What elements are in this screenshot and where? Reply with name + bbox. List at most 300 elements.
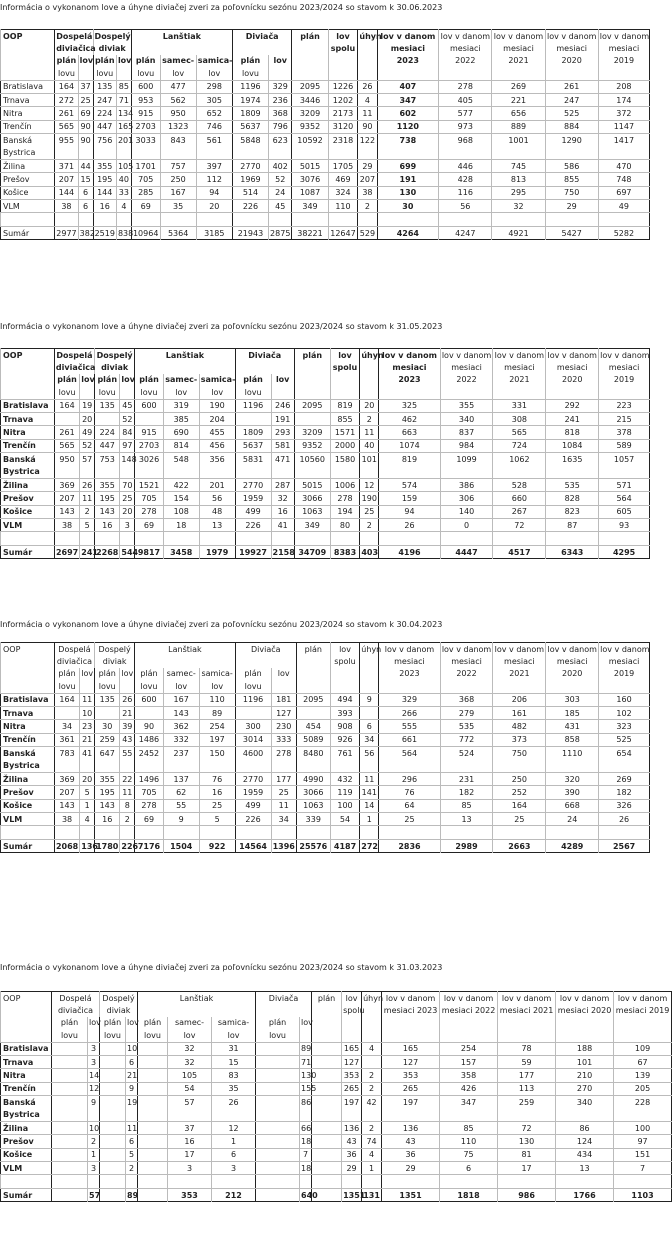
row-cell	[312, 1135, 342, 1148]
row-cell: 154	[163, 492, 199, 505]
row-cell	[358, 147, 377, 160]
row-cell	[52, 1148, 88, 1161]
header-blank	[256, 1004, 312, 1016]
row-cell: 207	[54, 492, 79, 505]
row-cell: 16	[168, 1135, 212, 1148]
sum-cell: 640	[300, 1188, 312, 1201]
row-cell: 393	[330, 706, 360, 719]
row-cell: 38	[54, 519, 79, 532]
row-cell: 11	[80, 492, 95, 505]
row-cell: 471	[271, 453, 294, 466]
header-group-boar: diviak	[93, 42, 131, 54]
header-blank	[599, 386, 650, 399]
header-blank	[360, 361, 379, 373]
row-cell: 21	[120, 706, 135, 719]
row-cell: 224	[95, 426, 120, 439]
header-group-sow: Dospelá	[54, 643, 94, 656]
header-blank	[360, 386, 379, 399]
row-cell: 915	[131, 107, 160, 120]
row-cell: 577	[439, 107, 492, 120]
header-sub: lov	[212, 1029, 256, 1042]
row-cell	[100, 1096, 126, 1109]
header-row	[1, 386, 650, 399]
header-prev-month: 2020	[546, 668, 599, 680]
header-group-piglet: Diviača	[232, 30, 292, 43]
row-cell	[95, 826, 120, 839]
spacer-row	[1, 1175, 672, 1188]
table-row	[1, 747, 650, 760]
row-cell	[256, 1096, 300, 1109]
header-blank	[330, 668, 360, 680]
row-cell: 72	[498, 1121, 556, 1134]
row-cell: 15	[212, 1055, 256, 1068]
row-cell: 247	[93, 93, 116, 106]
row-cell: 296	[379, 772, 440, 785]
header-sub: plán	[135, 668, 164, 680]
row-cell: 43	[120, 733, 135, 746]
header-prev-month: mesiaci	[599, 655, 650, 667]
row-cell: 1809	[232, 107, 268, 120]
row-cell	[342, 1175, 362, 1188]
sum-cell: 1504	[163, 839, 199, 852]
header-prev-month: lov v danom	[599, 643, 650, 656]
row-oop: Banská	[3, 748, 36, 758]
row-cell: 76	[379, 786, 440, 799]
row-cell: 226	[235, 813, 271, 826]
row-cell: 23	[80, 720, 95, 733]
header-sub: lovu	[138, 1029, 168, 1042]
row-cell	[312, 1175, 342, 1188]
row-cell	[614, 1109, 672, 1122]
row-cell: 195	[93, 173, 116, 186]
sum-cell	[256, 1188, 300, 1201]
header-prev-month: 2019	[598, 55, 649, 67]
table-row	[1, 466, 650, 479]
row-cell: 97	[120, 439, 135, 452]
row-cell: 1809	[235, 426, 271, 439]
header-sub: lovu	[54, 386, 79, 399]
header-blank	[360, 655, 379, 667]
row-oop: Bystrica	[1, 760, 55, 773]
row-cell: 320	[546, 772, 599, 785]
row-cell	[256, 1082, 300, 1095]
row-cell: 33	[116, 186, 131, 199]
row-cell: 38	[358, 186, 377, 199]
header-prev-month: mesiaci	[546, 655, 599, 667]
row-cell	[492, 147, 545, 160]
header-sub: lov	[163, 386, 199, 399]
table-caption: Informácia o vykonanom love a úhyne diviačej zveri za poľovnícku sezónu 2023/2024 so stavom k 30.06.2023	[0, 3, 443, 12]
row-cell	[100, 1109, 126, 1122]
row-cell: 4	[362, 1042, 382, 1055]
row-cell: 191	[271, 412, 294, 425]
report-table	[0, 642, 650, 853]
row-cell	[362, 1109, 382, 1122]
row-cell: 855	[545, 173, 598, 186]
row-cell	[138, 1082, 168, 1095]
row-oop: Bratislava	[1, 1042, 52, 1055]
row-cell: 32	[168, 1042, 212, 1055]
row-cell: 589	[599, 439, 650, 452]
row-cell: 1196	[235, 693, 271, 706]
row-cell	[138, 1109, 168, 1122]
row-cell: 690	[163, 426, 199, 439]
row-cell	[312, 1109, 342, 1122]
row-cell	[138, 1135, 168, 1148]
table-row	[1, 786, 650, 799]
sum-label: Sumár	[3, 547, 33, 557]
row-cell: 586	[545, 159, 598, 172]
row-cell: 600	[135, 399, 164, 412]
header-sub: plán	[235, 668, 271, 680]
row-cell: 858	[546, 733, 599, 746]
row-cell	[126, 1175, 138, 1188]
row-cell	[232, 213, 268, 226]
row-cell: 3120	[328, 120, 358, 133]
sum-cell: 5282	[598, 226, 649, 239]
row-cell	[599, 532, 650, 545]
table-row	[1, 706, 650, 719]
header-deaths: úhyn	[362, 992, 382, 1005]
header-blank	[382, 1017, 440, 1029]
row-cell	[235, 412, 271, 425]
sum-cell: 1979	[199, 545, 235, 558]
header-blank	[292, 42, 328, 54]
row-cell	[199, 760, 235, 773]
row-cell: 143	[54, 799, 79, 812]
header-blank	[358, 55, 377, 67]
row-cell: 6	[78, 186, 93, 199]
row-cell	[598, 147, 649, 160]
row-cell	[312, 1082, 342, 1095]
sum-cell: 212	[212, 1188, 256, 1201]
sum-cell: 25576	[296, 839, 330, 852]
row-cell: 1701	[131, 159, 160, 172]
row-cell: 207	[54, 786, 79, 799]
row-cell	[163, 826, 199, 839]
header-blank	[1, 680, 55, 693]
row-cell: 20	[196, 200, 232, 213]
header-current-month: mesiaci	[379, 361, 440, 373]
row-cell: 105	[168, 1069, 212, 1082]
row-cell	[360, 706, 379, 719]
row-cell	[328, 147, 358, 160]
header-sub: lov	[81, 375, 95, 385]
row-cell: 2	[362, 1069, 382, 1082]
header-current-month: mesiaci 2023	[382, 1004, 440, 1016]
header-hunt-total: lov	[342, 992, 362, 1005]
header-prev-month: 2021	[493, 374, 546, 386]
row-cell: 323	[599, 720, 650, 733]
sum-cell: 2697	[54, 545, 79, 558]
header-prev-month: mesiaci	[440, 655, 493, 667]
row-cell	[52, 1082, 88, 1095]
row-cell	[328, 213, 358, 226]
header-prev-month: mesiaci	[492, 42, 545, 54]
header-prev-month: lov v danom	[440, 643, 493, 656]
row-cell: 241	[546, 412, 599, 425]
row-cell: 293	[271, 426, 294, 439]
row-cell: 454	[296, 720, 330, 733]
header-prev-month: lov v danom	[545, 30, 598, 43]
row-cell: 127	[342, 1055, 362, 1068]
row-cell: 356	[199, 453, 235, 466]
row-cell: 470	[598, 159, 649, 172]
row-cell: 2095	[292, 80, 328, 93]
row-cell	[100, 1175, 126, 1188]
row-cell: 228	[614, 1096, 672, 1109]
row-cell: 134	[116, 107, 131, 120]
header-sub	[271, 680, 296, 693]
row-cell	[54, 826, 79, 839]
row-cell: 2770	[235, 772, 271, 785]
header-sub: lovu	[95, 386, 120, 399]
header-sub: plán	[94, 56, 115, 66]
row-cell	[256, 1148, 300, 1161]
row-cell: 355	[440, 399, 493, 412]
row-cell: 231	[440, 772, 493, 785]
header-blank	[362, 1017, 382, 1029]
row-cell: 326	[599, 799, 650, 812]
row-cell	[492, 213, 545, 226]
row-cell: 6	[440, 1162, 498, 1175]
header-sub: lovu	[52, 1029, 88, 1042]
row-cell: 984	[440, 439, 493, 452]
header-group-piglet: Diviača	[256, 992, 312, 1005]
header-sub: lov	[117, 56, 132, 66]
row-cell: 2452	[135, 747, 164, 760]
sum-cell: 1351	[382, 1188, 440, 1201]
row-cell	[52, 1135, 88, 1148]
row-cell	[55, 213, 78, 226]
row-cell: 2	[362, 1121, 382, 1134]
row-cell: 278	[271, 747, 296, 760]
row-cell: 1496	[135, 772, 164, 785]
row-oop: Žilina	[1, 478, 55, 491]
row-cell: 455	[199, 426, 235, 439]
header-row	[1, 1004, 672, 1016]
sum-cell: 4289	[546, 839, 599, 852]
row-cell: 1705	[328, 159, 358, 172]
row-cell: 3	[168, 1162, 212, 1175]
row-cell: 90	[78, 120, 93, 133]
row-cell: 197	[342, 1096, 362, 1109]
row-cell: 78	[498, 1042, 556, 1055]
row-cell	[493, 760, 546, 773]
row-cell: 3066	[296, 786, 330, 799]
header-current-month: 2023	[377, 55, 439, 67]
table-row	[1, 453, 650, 466]
header-sub: samica-	[197, 56, 233, 66]
header-sub: lov	[163, 680, 199, 693]
header-blank	[598, 67, 649, 80]
table-row	[1, 147, 650, 160]
row-cell: 823	[546, 505, 599, 518]
row-cell: 2	[362, 1082, 382, 1095]
sum-cell: 8383	[330, 545, 360, 558]
table-caption: Informácia o vykonanom love a úhyne diviačej zveri za poľovnícku sezónu 2023/2024 so stavom k 31.05.2023	[0, 322, 443, 331]
row-cell: 6	[360, 720, 379, 733]
header-prev-month: lov v danom	[493, 349, 546, 362]
row-cell	[232, 147, 268, 160]
row-cell: 25	[360, 505, 379, 518]
row-cell	[379, 826, 440, 839]
row-cell: 358	[440, 1069, 498, 1082]
row-cell: 30	[95, 720, 120, 733]
header-group-boar: Dospelý	[100, 992, 138, 1005]
row-cell: 2703	[135, 439, 164, 452]
sum-cell: 403	[360, 545, 379, 558]
sum-cell: 2875	[269, 226, 292, 239]
sum-cell: 131	[362, 1188, 382, 1201]
row-cell	[296, 826, 330, 839]
row-cell	[598, 213, 649, 226]
row-cell: 90	[358, 120, 377, 133]
row-cell: 84	[120, 426, 135, 439]
row-cell: 8480	[296, 747, 330, 760]
row-cell	[196, 147, 232, 160]
table-caption: Informácia o vykonanom love a úhyne diviačej zveri za poľovnícku sezónu 2023/2024 so stavom k 30.04.2023	[0, 620, 443, 629]
row-cell: 378	[599, 426, 650, 439]
header-current-month: lov v danom	[379, 349, 440, 362]
row-cell: 259	[95, 733, 120, 746]
row-cell: 581	[271, 439, 294, 452]
header-blank	[546, 386, 599, 399]
row-cell	[256, 1135, 300, 1148]
row-cell	[88, 1109, 100, 1122]
row-cell: 303	[546, 693, 599, 706]
header-sub: plán	[52, 1017, 88, 1029]
row-cell: 110	[440, 1135, 498, 1148]
header-sub	[120, 680, 135, 693]
row-cell: 80	[330, 519, 360, 532]
row-cell: 600	[135, 693, 164, 706]
row-cell: 32	[271, 492, 294, 505]
row-cell: 422	[163, 478, 199, 491]
header-group-sow: diviačica	[55, 363, 96, 373]
row-cell: 6	[212, 1148, 256, 1161]
report-table	[0, 348, 650, 559]
header-sub	[120, 386, 135, 399]
header-sub: plán	[100, 1017, 126, 1029]
row-cell	[235, 706, 271, 719]
header-blank	[362, 1004, 382, 1016]
header-sub: lov	[271, 374, 294, 386]
row-cell: 428	[439, 173, 492, 186]
header-sub: lovu	[135, 386, 164, 399]
table-row	[1, 93, 650, 106]
header-sub: plán	[54, 374, 79, 386]
header-prev-month: mesiaci	[493, 361, 546, 373]
header-prev-month: mesiaci	[493, 655, 546, 667]
header-row	[1, 55, 650, 67]
header-sub: lov	[199, 680, 235, 693]
header-blank	[439, 67, 492, 80]
row-cell	[54, 466, 79, 479]
row-cell: 86	[556, 1121, 614, 1134]
row-cell: 226	[232, 200, 268, 213]
row-cell: 953	[131, 93, 160, 106]
row-cell	[196, 213, 232, 226]
row-cell: 1120	[377, 120, 439, 133]
row-cell: 250	[160, 173, 196, 186]
sum-cell: 1766	[556, 1188, 614, 1201]
row-cell: 182	[599, 786, 650, 799]
row-cell: 373	[493, 733, 546, 746]
table-row	[1, 720, 650, 733]
row-cell: 37	[78, 80, 93, 93]
row-oop: VLM	[1, 200, 55, 213]
header-blank	[292, 67, 328, 80]
header-hunt-total: spolu	[330, 655, 360, 667]
header-blank	[1, 1004, 52, 1016]
row-cell: 32	[168, 1055, 212, 1068]
row-cell: 525	[599, 733, 650, 746]
row-cell	[546, 466, 599, 479]
row-cell: 405	[439, 93, 492, 106]
row-cell: 298	[196, 80, 232, 93]
header-sub: lovu	[256, 1029, 300, 1042]
row-cell: 279	[440, 706, 493, 719]
row-cell	[296, 706, 330, 719]
header-blank	[330, 680, 360, 693]
row-cell	[100, 1162, 126, 1175]
header-hunt-total: lov	[330, 643, 360, 656]
row-cell: 3209	[292, 107, 328, 120]
row-cell: 55	[163, 799, 199, 812]
row-cell: 819	[379, 453, 440, 466]
row-cell: 2	[358, 200, 377, 213]
row-cell: 750	[545, 186, 598, 199]
header-prev-month: mesiaci	[546, 361, 599, 373]
sum-cell: 544	[120, 545, 135, 558]
row-cell: 368	[440, 693, 493, 706]
row-cell: 7	[614, 1162, 672, 1175]
table-row	[1, 478, 650, 491]
sum-cell: 4196	[379, 545, 440, 558]
header-prev-month: lov v danom	[546, 643, 599, 656]
row-cell: 482	[493, 720, 546, 733]
header-prev-month: 2021	[492, 55, 545, 67]
row-cell: 11	[80, 693, 95, 706]
row-cell	[362, 1175, 382, 1188]
row-cell: 160	[599, 693, 650, 706]
row-cell	[296, 760, 330, 773]
row-cell: 535	[546, 478, 599, 491]
row-cell	[135, 826, 164, 839]
header-current-month: 2023	[379, 374, 440, 386]
sum-cell: 272	[360, 839, 379, 852]
header-sub	[300, 1029, 312, 1042]
row-cell	[256, 1055, 300, 1068]
sum-cell	[52, 1188, 88, 1201]
header-prev-month: lov v danom	[614, 992, 672, 1005]
row-oop: Bratislava	[1, 693, 55, 706]
header-row	[1, 1017, 672, 1029]
row-cell: 814	[163, 439, 199, 452]
row-cell	[382, 1109, 440, 1122]
row-cell: 1959	[235, 492, 271, 505]
row-cell: 555	[379, 720, 440, 733]
row-cell	[439, 147, 492, 160]
header-prev-month: lov v danom	[493, 643, 546, 656]
row-cell: 157	[440, 1055, 498, 1068]
row-cell: 34	[360, 733, 379, 746]
row-cell	[292, 213, 328, 226]
row-oop: Košice	[1, 1148, 52, 1161]
table-row	[1, 733, 650, 746]
header-row	[1, 67, 650, 80]
